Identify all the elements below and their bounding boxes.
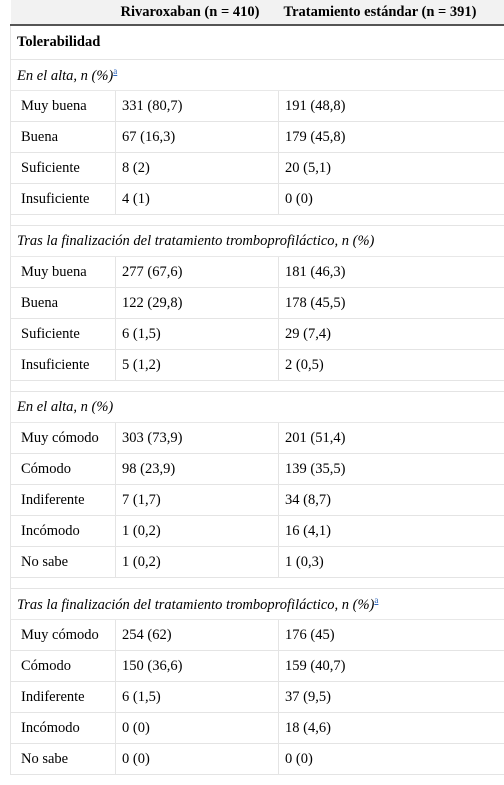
standard-value: 178 (45,5) (279, 288, 504, 319)
rivaroxaban-value: 6 (1,5) (116, 682, 279, 713)
row-label: Incómodo (11, 516, 116, 547)
row-label: Cómodo (11, 651, 116, 682)
table-row (11, 516, 504, 547)
row-label: Muy cómodo (11, 423, 116, 454)
table-row (11, 288, 504, 319)
footnote-link[interactable]: a (374, 594, 379, 605)
standard-value: 179 (45,8) (279, 122, 504, 153)
standard-value: 20 (5,1) (279, 153, 504, 184)
rivaroxaban-value: 277 (67,6) (116, 257, 279, 288)
rivaroxaban-value: 7 (1,7) (116, 485, 279, 516)
subheading-row (11, 392, 504, 423)
table-row (11, 257, 504, 288)
row-label: Insuficiente (11, 184, 116, 215)
table-row (11, 713, 504, 744)
standard-value: 201 (51,4) (279, 423, 504, 454)
subheading-label: En el alta, n (%) (17, 398, 114, 415)
subheading-cell (11, 589, 504, 620)
rivaroxaban-value: 150 (36,6) (116, 651, 279, 682)
table-row (11, 744, 504, 775)
subheading-cell (11, 392, 504, 423)
standard-value: 0 (0) (279, 184, 504, 215)
table-row (11, 547, 504, 578)
row-label: Buena (11, 288, 116, 319)
standard-value: 159 (40,7) (279, 651, 504, 682)
section-title: Tolerabilidad (11, 25, 504, 60)
rivaroxaban-value: 303 (73,9) (116, 423, 279, 454)
row-label: Suficiente (11, 153, 116, 184)
group-spacer (11, 215, 504, 226)
rivaroxaban-value: 254 (62) (116, 620, 279, 651)
header-standard-treatment: Tratamiento estándar (n = 391) (279, 0, 504, 25)
rivaroxaban-value: 0 (0) (116, 713, 279, 744)
standard-value: 29 (7,4) (279, 319, 504, 350)
standard-value: 37 (9,5) (279, 682, 504, 713)
spacer-cell (11, 578, 504, 589)
rivaroxaban-value: 1 (0,2) (116, 547, 279, 578)
standard-value: 2 (0,5) (279, 350, 504, 381)
table-row (11, 91, 504, 122)
row-label: Buena (11, 122, 116, 153)
standard-value: 139 (35,5) (279, 454, 504, 485)
standard-value: 16 (4,1) (279, 516, 504, 547)
rivaroxaban-value: 331 (80,7) (116, 91, 279, 122)
section-row (11, 25, 504, 60)
rivaroxaban-value: 5 (1,2) (116, 350, 279, 381)
table-body (11, 25, 504, 775)
group-spacer (11, 381, 504, 392)
table-row (11, 485, 504, 516)
row-label: Indiferente (11, 682, 116, 713)
table-header-row (11, 0, 504, 25)
row-label: Cómodo (11, 454, 116, 485)
row-label: Muy cómodo (11, 620, 116, 651)
subheading-row (11, 226, 504, 257)
rivaroxaban-value: 4 (1) (116, 184, 279, 215)
rivaroxaban-value: 122 (29,8) (116, 288, 279, 319)
row-label: No sabe (11, 547, 116, 578)
table-row (11, 319, 504, 350)
rivaroxaban-value: 67 (16,3) (116, 122, 279, 153)
row-label: Incómodo (11, 713, 116, 744)
table-row (11, 620, 504, 651)
rivaroxaban-value: 8 (2) (116, 153, 279, 184)
group-spacer (11, 578, 504, 589)
standard-value: 18 (4,6) (279, 713, 504, 744)
standard-value: 34 (8,7) (279, 485, 504, 516)
header-empty-cell (11, 0, 116, 25)
row-label: Muy buena (11, 91, 116, 122)
footnote-link[interactable]: a (113, 65, 118, 76)
subheading-cell (11, 226, 504, 257)
standard-value: 191 (48,8) (279, 91, 504, 122)
standard-value: 181 (46,3) (279, 257, 504, 288)
rivaroxaban-value: 98 (23,9) (116, 454, 279, 485)
standard-value: 0 (0) (279, 744, 504, 775)
subheading-label: En el alta, n (%) (17, 67, 114, 84)
table-row (11, 350, 504, 381)
rivaroxaban-value: 1 (0,2) (116, 516, 279, 547)
table-row (11, 122, 504, 153)
table-row (11, 651, 504, 682)
table-row (11, 454, 504, 485)
table-row (11, 184, 504, 215)
row-label: Insuficiente (11, 350, 116, 381)
spacer-cell (11, 215, 504, 226)
standard-value: 1 (0,3) (279, 547, 504, 578)
table-row (11, 153, 504, 184)
row-label: Muy buena (11, 257, 116, 288)
subheading-label: Tras la finalización del tratamiento tromboprofiláctico, n (%) (17, 232, 375, 249)
header-rivaroxaban: Rivaroxaban (n = 410) (116, 0, 279, 25)
subheading-label: Tras la finalización del tratamiento tromboprofiláctico, n (%) (17, 596, 375, 613)
subheading-cell (11, 60, 504, 91)
standard-value: 176 (45) (279, 620, 504, 651)
subheading-row (11, 60, 504, 91)
row-label: No sabe (11, 744, 116, 775)
subheading-row (11, 589, 504, 620)
rivaroxaban-value: 0 (0) (116, 744, 279, 775)
rivaroxaban-value: 6 (1,5) (116, 319, 279, 350)
results-table (10, 0, 504, 775)
table-row (11, 682, 504, 713)
row-label: Indiferente (11, 485, 116, 516)
row-label: Suficiente (11, 319, 116, 350)
table-row (11, 423, 504, 454)
spacer-cell (11, 381, 504, 392)
